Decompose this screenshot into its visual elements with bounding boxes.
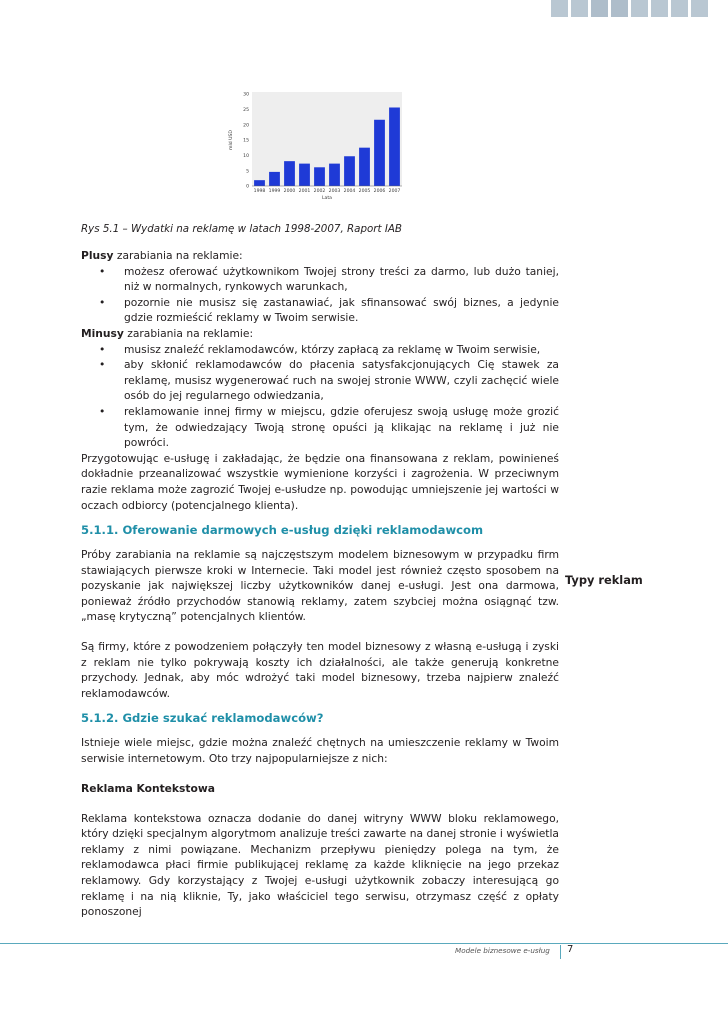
decor-square <box>571 0 588 17</box>
bar-2004 <box>344 156 355 186</box>
paragraph: Istnieje wiele miejsc, gdzie można znaleźć chętnych na umieszczenie reklamy w Twoim serwisie internetowym. Oto trzy najpopularniejsze z nich: <box>81 736 559 766</box>
decor-square <box>651 0 668 17</box>
decor-square <box>611 0 628 17</box>
bar-2006 <box>374 120 385 186</box>
y-tick-label: 20 <box>243 123 249 129</box>
ad-spending-chart <box>222 86 404 208</box>
bar-2002 <box>314 167 325 186</box>
figure-caption: Rys 5.1 – Wydatki na reklamę w latach 1998-2007, Raport IAB <box>81 223 402 235</box>
list-item: • pozornie nie musisz się zastanawiać, jak sfinansować swój biznes, a jedynie gdzie rozmieścić reklamy w Twoim serwisie. <box>81 295 559 326</box>
y-tick-label: 15 <box>243 138 249 144</box>
x-tick-label: 1999 <box>268 189 281 194</box>
x-tick-label: 1998 <box>253 189 266 194</box>
x-axis-label: Lata <box>322 196 332 201</box>
bar-2001 <box>299 164 310 186</box>
subheading-kontekstowa: Reklama Kontekstowa <box>81 781 215 795</box>
decor-square <box>551 0 568 17</box>
main-text <box>81 248 559 920</box>
plusy-list <box>81 264 559 326</box>
footer-separator <box>560 945 561 959</box>
minusy-bold: Minusy <box>81 326 124 340</box>
list-item: • musisz znaleźć reklamodawców, którzy zapłacą za reklamę w Twoim serwisie, <box>81 342 559 358</box>
paragraph: Są firmy, które z powodzeniem połączyły ten model biznesowy z własną e-usługą i zyski z reklam nie tylko pokrywają koszty ich działalności, ale także generują konkretne przychody. Jednak, aby móc wdrożyć taki model biznesowy, trzeba najpierw znaleźć reklamodawców. <box>81 640 559 700</box>
margin-note: Typy reklam <box>565 573 643 587</box>
list-item: • reklamowanie innej firmy w miejscu, gdzie oferujesz swoją usługę może grozić tym, że odwiedzający Twoją stronę opuści ją klikając na reklamę i już nie powróci. <box>81 404 559 451</box>
decor-square <box>671 0 688 17</box>
section-heading-5-1-2: 5.1.2. Gdzie szukać reklamodawców? <box>81 711 324 726</box>
y-tick-label: 30 <box>243 92 249 98</box>
y-tick-label: 0 <box>246 184 249 190</box>
bar-1998 <box>254 180 265 186</box>
bar-2000 <box>284 161 295 186</box>
paragraph: Reklama kontekstowa oznacza dodanie do danej witryny WWW bloku reklamowego, który dzięki specjalnym algorytmom analizuje treści zawarte na danej stronie i wyświetla reklamy z nimi powiązane. Mechanizm przepływu pieniędzy polega na tym, że reklamodawca płaci firmie publikującej reklamę za każde kliknięcie na jego przekaz reklamowy. Gdy korzystający z Twojej e-usługi użytkownik zobaczy interesującą go reklamę i na nią kliknie, Ty, jako właściciel tego serwisu, otrzymasz część z opłaty ponoszonej <box>81 811 559 919</box>
x-tick-label: 2005 <box>358 189 371 194</box>
section-heading-5-1-1: 5.1.1. Oferowanie darmowych e-usług dzięki reklamodawcom <box>81 523 484 538</box>
page-number: 7 <box>567 944 574 955</box>
decor-square <box>591 0 608 17</box>
list-item: • aby skłonić reklamodawców do płacenia satysfakcjonujących Cię stawek za reklamę, musisz wygenerować ruch na swojej stronie WWW, czyli zachęcić wiele osób do jej regularnego odwiedzania, <box>81 357 559 404</box>
x-tick-label: 2004 <box>343 189 356 194</box>
x-tick-label: 2006 <box>373 189 386 194</box>
minusy-rest: zarabiania na reklamie: <box>123 326 254 340</box>
x-tick-label: 2001 <box>298 189 311 194</box>
x-tick-label: 2007 <box>388 189 401 194</box>
bar-2007 <box>389 107 400 186</box>
footer-rule <box>0 943 728 944</box>
plusy-lead <box>81 248 559 264</box>
y-tick-label: 10 <box>243 153 249 159</box>
x-tick-label: 2003 <box>328 189 341 194</box>
decor-square <box>691 0 708 17</box>
header-decoration <box>551 0 708 17</box>
y-tick-label: 25 <box>243 107 249 113</box>
plusy-bold: Plusy <box>81 249 114 262</box>
bar-2003 <box>329 164 340 186</box>
paragraph: Przygotowując e-usługę i zakładając, że będzie ona finansowana z reklam, powinieneś dokładnie przeanalizować wszystkie wymienione korzyści i zagrożenia. W przeciwnym razie reklama może zagrozić Twojej e-usłudze np. powodując umniejszenie jej wartości w oczach odbiorcy (potencjalnego klienta). <box>81 451 559 512</box>
paragraph: Próby zarabiania na reklamie są najczęstszym modelem biznesowym w przypadku firm stawiających pierwsze kroki w Internecie. Taki model jest również często sposobem na pozyskanie jak największej liczby użytkowników danej e-usługi. Jest ona darmowa, ponieważ źródło przychodów stanowią reklamy, zatem szybciej można osiągnąć tzw. „masę krytyczną” potencjalnych klientów. <box>81 548 559 624</box>
list-item: • możesz oferować użytkownikom Twojej strony treści za darmo, lub dużo taniej, niż w normalnych, rynkowych warunkach, <box>81 264 559 295</box>
x-tick-label: 2000 <box>283 189 296 194</box>
decor-square <box>631 0 648 17</box>
chart-canvas <box>222 86 404 208</box>
bar-2005 <box>359 148 370 186</box>
minusy-list <box>81 342 559 451</box>
bar-1999 <box>269 172 280 186</box>
y-axis-label: mld USD <box>229 130 234 150</box>
plusy-rest: zarabiania na reklamie: <box>113 249 243 262</box>
x-tick-label: 2002 <box>313 189 326 194</box>
y-tick-label: 5 <box>246 169 249 175</box>
minusy-lead <box>81 326 559 342</box>
footer-title: Modele biznesowe e-usług <box>455 946 550 955</box>
